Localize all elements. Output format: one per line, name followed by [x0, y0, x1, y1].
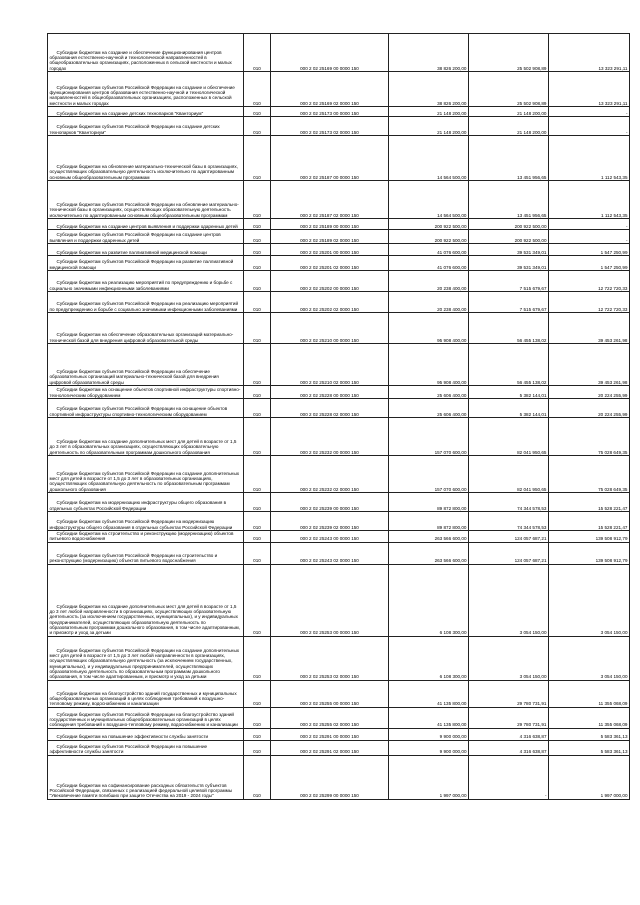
row-name: Субсидии бюджетам на создание дополнительных мест для детей в возрасте от 1,5 до 3 лет любой направленности в организациях, осуществляющих образовательную деятельность (за исключением государственных, муниципальных), и у индивидуальных предпринимателей, осуществляющих образовательную деятельность по образовательным программам дошкольного образования, в том числе адаптированным, и присмотр и уход за детьми — [48, 564, 244, 636]
row-name: Субсидии бюджетам на обеспечение образовательных организаций материально-технической базой для внедрения цифровой образовательной среды — [48, 313, 244, 344]
table-row — [48, 564, 630, 636]
table-row — [48, 230, 630, 244]
row-unexecuted-amount: 39 453 261,98 — [549, 344, 630, 386]
row-executed-amount: 74 344 578,53 — [469, 512, 549, 531]
row-name: Субсидии бюджетам субъектов Российской Федерации на создание дополнительных мест для детей в возрасте от 1,5 до 3 лет любой направленности в организациях, осуществляющих образовательную деятельность (за исключением государственных, муниципальных), и у индивидуальных предпринимателей, осуществляющих образовательную деятельность по образовательным программам дошкольного образования, в том числе адаптированным, и присмотр и уход за детьми — [48, 636, 244, 680]
row-approved-amount: 89 872 800,00 — [389, 493, 469, 512]
row-unexecuted-amount: 1 112 543,35 — [549, 181, 630, 219]
row-unexecuted-amount: 13 323 291,11 — [549, 34, 630, 72]
row-name: Субсидии бюджетам на создание центров выявления и поддержки одаренных детей — [48, 219, 244, 230]
row-name: Субсидии бюджетам на модернизацию инфраструктуры общего образования в отдельных субъектах Российской Федерации — [48, 493, 244, 512]
row-approved-amount: 21 148 200,00 — [389, 117, 469, 136]
row-name: Субсидии бюджетам на софинансирование расходных обязательств субъектов Российской Федерации, связанных с реализацией федеральной целевой программы "Увековечение памяти погибших при защите Отечества на 2019 - 2024 годы" — [48, 755, 244, 799]
row-budget-code: 000 2 02 25243 00 0000 150 — [271, 531, 389, 543]
row-approved-amount: 9 900 000,00 — [389, 740, 469, 755]
row-executed-amount: 4 316 638,87 — [469, 728, 549, 740]
table-row — [48, 219, 630, 230]
row-admin-code: 010 — [244, 219, 271, 230]
row-name: Субсидии бюджетам на создание и обеспечение функционирования центров образования естественно-научной и технологической направленностей в общеобразовательных организациях, расположенных в сельской местности и малых городах — [48, 34, 244, 72]
row-budget-code: 000 2 02 25243 02 0000 150 — [271, 542, 389, 564]
row-admin-code: 010 — [244, 542, 271, 564]
row-unexecuted-amount: 20 224 255,99 — [549, 399, 630, 418]
row-approved-amount: 20 238 400,00 — [389, 271, 469, 292]
table-row — [48, 740, 630, 755]
table-row — [48, 72, 630, 107]
row-budget-code: 000 2 02 25202 02 0000 150 — [271, 292, 389, 313]
row-budget-code: 000 2 02 25201 00 0000 150 — [271, 244, 389, 256]
row-unexecuted-amount: 139 508 912,79 — [549, 542, 630, 564]
table-row — [48, 728, 630, 740]
row-admin-code: 010 — [244, 564, 271, 636]
row-admin-code: 010 — [244, 72, 271, 107]
row-executed-amount: 56 455 138,02 — [469, 344, 549, 386]
row-budget-code: 000 2 02 25173 02 0000 150 — [271, 117, 389, 136]
row-budget-code: 000 2 02 25253 00 0000 150 — [271, 564, 389, 636]
budget-income-table — [47, 33, 630, 800]
row-approved-amount: 157 070 600,00 — [389, 418, 469, 456]
table-row — [48, 493, 630, 512]
row-admin-code: 010 — [244, 136, 271, 181]
table-row — [48, 256, 630, 271]
row-admin-code: 010 — [244, 181, 271, 219]
row-admin-code: 010 — [244, 512, 271, 531]
row-unexecuted-amount: 11 355 068,09 — [549, 680, 630, 707]
row-executed-amount: 39 531 349,01 — [469, 256, 549, 271]
row-budget-code: 000 2 02 25239 02 0000 150 — [271, 512, 389, 531]
row-admin-code: 010 — [244, 292, 271, 313]
row-name: Субсидии бюджетам субъектов Российской Федерации на развитие паллиативной медицинской помощи — [48, 256, 244, 271]
row-executed-amount: 13 451 956,65 — [469, 136, 549, 181]
row-admin-code: 010 — [244, 256, 271, 271]
row-admin-code: 010 — [244, 740, 271, 755]
table-row — [48, 244, 630, 256]
row-budget-code: 000 2 02 25291 02 0000 150 — [271, 740, 389, 755]
row-executed-amount: 29 780 731,91 — [469, 680, 549, 707]
row-approved-amount: 1 997 000,00 — [389, 755, 469, 799]
row-unexecuted-amount: 39 453 261,98 — [549, 313, 630, 344]
row-approved-amount: 6 108 300,00 — [389, 636, 469, 680]
row-approved-amount: 25 606 400,00 — [389, 399, 469, 418]
row-budget-code: 000 2 02 25201 02 0000 150 — [271, 256, 389, 271]
row-executed-amount: 82 041 950,65 — [469, 418, 549, 456]
row-budget-code: 000 2 02 25187 00 0000 150 — [271, 136, 389, 181]
row-approved-amount: 89 872 800,00 — [389, 512, 469, 531]
row-approved-amount: 200 922 500,00 — [389, 219, 469, 230]
row-budget-code: 000 2 02 25255 02 0000 150 — [271, 707, 389, 728]
row-name: Субсидии бюджетам субъектов Российской Федерации на повышение эффективности службы занятости — [48, 740, 244, 755]
row-approved-amount: 38 826 200,00 — [389, 72, 469, 107]
row-unexecuted-amount: 5 583 361,13 — [549, 728, 630, 740]
row-unexecuted-amount: - — [549, 230, 630, 244]
table-row — [48, 344, 630, 386]
table-row — [48, 292, 630, 313]
table-row — [48, 271, 630, 292]
row-budget-code: 000 2 02 25173 00 0000 150 — [271, 107, 389, 117]
row-budget-code: 000 2 02 25169 02 0000 150 — [271, 72, 389, 107]
row-executed-amount: 82 041 950,65 — [469, 456, 549, 493]
table-row — [48, 456, 630, 493]
row-budget-code: 000 2 02 25255 00 0000 150 — [271, 680, 389, 707]
row-unexecuted-amount: 3 054 150,00 — [549, 564, 630, 636]
row-admin-code: 010 — [244, 230, 271, 244]
row-name: Субсидии бюджетам на создание детских технопарков "Кванториум" — [48, 107, 244, 117]
row-unexecuted-amount: 12 722 720,33 — [549, 271, 630, 292]
row-admin-code: 010 — [244, 636, 271, 680]
row-admin-code: 010 — [244, 244, 271, 256]
row-name: Субсидии бюджетам на реализацию мероприятий по предупреждению и борьбе с социально значимыми инфекционными заболеваниями — [48, 271, 244, 292]
row-admin-code: 010 — [244, 399, 271, 418]
row-unexecuted-amount: 20 224 255,99 — [549, 386, 630, 399]
row-admin-code: 010 — [244, 271, 271, 292]
row-name: Субсидии бюджетам субъектов Российской Федерации на модернизацию инфраструктуры общего образования в отдельных субъектах Российской Федерации — [48, 512, 244, 531]
row-budget-code: 000 2 02 25253 02 0000 150 — [271, 636, 389, 680]
row-admin-code: 010 — [244, 680, 271, 707]
row-name: Субсидии бюджетам на повышение эффективности службы занятости — [48, 728, 244, 740]
row-budget-code: 000 2 02 25187 02 0000 150 — [271, 181, 389, 219]
row-executed-amount: 5 382 144,01 — [469, 399, 549, 418]
row-approved-amount: 25 606 400,00 — [389, 386, 469, 399]
table-row — [48, 386, 630, 399]
row-approved-amount: 21 148 200,00 — [389, 107, 469, 117]
row-unexecuted-amount: - — [549, 107, 630, 117]
row-executed-amount: 39 531 349,01 — [469, 244, 549, 256]
row-budget-code: 000 2 02 25202 00 0000 150 — [271, 271, 389, 292]
table-row — [48, 512, 630, 531]
table-row — [48, 707, 630, 728]
table-row — [48, 636, 630, 680]
row-approved-amount: 20 238 400,00 — [389, 292, 469, 313]
row-name: Субсидии бюджетам субъектов Российской Федерации на реализацию мероприятий по предупреждению и борьбе с социально значимыми инфекционными заболеваниями — [48, 292, 244, 313]
row-admin-code: 010 — [244, 418, 271, 456]
table-row — [48, 542, 630, 564]
row-name: Субсидии бюджетам на строительство и реконструкцию (модернизацию) объектов питьевого водоснабжения — [48, 531, 244, 543]
table-row — [48, 117, 630, 136]
row-unexecuted-amount: 1 112 543,35 — [549, 136, 630, 181]
row-name: Субсидии бюджетам субъектов Российской Федерации на оснащение объектов спортивной инфраструктуры спортивно-технологическим оборудованием — [48, 399, 244, 418]
row-budget-code: 000 2 02 25228 02 0000 150 — [271, 399, 389, 418]
row-executed-amount: - — [469, 755, 549, 799]
row-admin-code: 010 — [244, 386, 271, 399]
row-budget-code: 000 2 02 25232 00 0000 150 — [271, 418, 389, 456]
table-row — [48, 531, 630, 543]
row-budget-code: 000 2 02 25210 00 0000 150 — [271, 313, 389, 344]
row-unexecuted-amount: 139 508 912,79 — [549, 531, 630, 543]
row-budget-code: 000 2 02 25189 02 0000 150 — [271, 230, 389, 244]
row-budget-code: 000 2 02 25169 00 0000 150 — [271, 34, 389, 72]
row-unexecuted-amount: 15 528 221,47 — [549, 493, 630, 512]
row-admin-code: 010 — [244, 456, 271, 493]
row-unexecuted-amount: 1 997 000,00 — [549, 755, 630, 799]
row-executed-amount: 21 148 200,00 — [469, 107, 549, 117]
row-admin-code: 010 — [244, 755, 271, 799]
row-admin-code: 010 — [244, 34, 271, 72]
row-budget-code: 000 2 02 25228 00 0000 150 — [271, 386, 389, 399]
table-row — [48, 418, 630, 456]
row-executed-amount: 56 455 138,02 — [469, 313, 549, 344]
row-approved-amount: 157 070 600,00 — [389, 456, 469, 493]
row-name: Субсидии бюджетам субъектов Российской Федерации на создание детских технопарков "Кванториум" — [48, 117, 244, 136]
row-approved-amount: 41 135 800,00 — [389, 680, 469, 707]
table-row — [48, 399, 630, 418]
row-unexecuted-amount: 12 722 720,33 — [549, 292, 630, 313]
row-approved-amount: 41 076 600,00 — [389, 256, 469, 271]
row-executed-amount: 7 515 679,67 — [469, 271, 549, 292]
row-unexecuted-amount: 15 528 221,47 — [549, 512, 630, 531]
row-approved-amount: 14 564 500,00 — [389, 181, 469, 219]
row-unexecuted-amount: 1 547 250,99 — [549, 244, 630, 256]
row-executed-amount: 25 502 908,89 — [469, 72, 549, 107]
row-approved-amount: 200 922 500,00 — [389, 230, 469, 244]
row-name: Субсидии бюджетам на развитие паллиативной медицинской помощи — [48, 244, 244, 256]
row-name: Субсидии бюджетам субъектов Российской Федерации на создание и обеспечение функционирования центров образования естественно-научной и технологической направленностей в общеобразовательных организациях, расположенных в сельской местности и малых городах — [48, 72, 244, 107]
table-row — [48, 313, 630, 344]
row-name: Субсидии бюджетам субъектов Российской Федерации на создание дополнительных мест для детей в возрасте от 1,5 до 3 лет в образовательных организациях, осуществляющих образовательную деятельность по образовательным программам дошкольного образования — [48, 456, 244, 493]
row-name: Субсидии бюджетам на оснащение объектов спортивной инфраструктуры спортивно-технологическим оборудованием — [48, 386, 244, 399]
table-row — [48, 34, 630, 72]
row-executed-amount: 13 451 956,65 — [469, 181, 549, 219]
row-name: Субсидии бюджетам субъектов Российской Федерации на строительство и реконструкцию (модернизацию) объектов питьевого водоснабжения — [48, 542, 244, 564]
row-approved-amount: 95 908 400,00 — [389, 313, 469, 344]
row-executed-amount: 29 780 731,91 — [469, 707, 549, 728]
row-admin-code: 010 — [244, 531, 271, 543]
row-admin-code: 010 — [244, 117, 271, 136]
row-executed-amount: 21 148 200,00 — [469, 117, 549, 136]
row-executed-amount: 5 382 144,01 — [469, 386, 549, 399]
row-admin-code: 010 — [244, 107, 271, 117]
row-unexecuted-amount: 13 323 291,11 — [549, 72, 630, 107]
row-executed-amount: 200 922 500,00 — [469, 219, 549, 230]
row-name: Субсидии бюджетам субъектов Российской Федерации на создание центров выявления и поддержки одаренных детей — [48, 230, 244, 244]
table-row — [48, 136, 630, 181]
row-budget-code: 000 2 02 25239 00 0000 150 — [271, 493, 389, 512]
row-admin-code: 010 — [244, 707, 271, 728]
table-row — [48, 181, 630, 219]
row-executed-amount: 25 502 908,89 — [469, 34, 549, 72]
row-budget-code: 000 2 02 25189 00 0000 150 — [271, 219, 389, 230]
row-approved-amount: 95 908 400,00 — [389, 344, 469, 386]
row-approved-amount: 263 566 600,00 — [389, 531, 469, 543]
row-admin-code: 010 — [244, 344, 271, 386]
row-approved-amount: 6 108 300,00 — [389, 564, 469, 636]
row-approved-amount: 38 826 200,00 — [389, 34, 469, 72]
row-budget-code: 000 2 02 25232 02 0000 150 — [271, 456, 389, 493]
row-approved-amount: 14 564 500,00 — [389, 136, 469, 181]
row-name: Субсидии бюджетам субъектов Российской Федерации на обеспечение образовательных организаций материально-технической базой для внедрения цифровой образовательной среды — [48, 344, 244, 386]
row-executed-amount: 124 057 687,21 — [469, 531, 549, 543]
row-admin-code: 010 — [244, 493, 271, 512]
row-budget-code: 000 2 02 25299 00 0000 150 — [271, 755, 389, 799]
row-name: Субсидии бюджетам на обновление материально-технической базы в организациях, осуществляющих образовательную деятельность исключительно по адаптированным основным общеобразовательным программам — [48, 136, 244, 181]
row-admin-code: 010 — [244, 728, 271, 740]
row-admin-code: 010 — [244, 313, 271, 344]
row-name: Субсидии бюджетам субъектов Российской Федерации на благоустройство зданий государственных и муниципальных общеобразовательных организаций в целях соблюдения требований к воздушно-тепловому режиму, водоснабжению и канализации — [48, 707, 244, 728]
row-unexecuted-amount: - — [549, 117, 630, 136]
row-executed-amount: 3 054 150,00 — [469, 636, 549, 680]
row-executed-amount: 74 344 578,53 — [469, 493, 549, 512]
row-name: Субсидии бюджетам субъектов Российской Федерации на обновление материально-технической базы в организациях, осуществляющих образовательную деятельность исключительно по адаптированным основным общеобразовательным программам — [48, 181, 244, 219]
row-executed-amount: 4 316 638,87 — [469, 740, 549, 755]
row-executed-amount: 3 054 150,00 — [469, 564, 549, 636]
row-unexecuted-amount: 11 355 068,09 — [549, 707, 630, 728]
row-unexecuted-amount: 5 583 361,13 — [549, 740, 630, 755]
row-budget-code: 000 2 02 25291 00 0000 150 — [271, 728, 389, 740]
table-row — [48, 680, 630, 707]
row-approved-amount: 41 135 800,00 — [389, 707, 469, 728]
row-approved-amount: 41 076 600,00 — [389, 244, 469, 256]
row-unexecuted-amount: - — [549, 219, 630, 230]
row-unexecuted-amount: 3 054 150,00 — [549, 636, 630, 680]
row-unexecuted-amount: 75 028 649,35 — [549, 418, 630, 456]
row-executed-amount: 7 515 679,67 — [469, 292, 549, 313]
table-row — [48, 107, 630, 117]
row-executed-amount: 200 922 500,00 — [469, 230, 549, 244]
row-approved-amount: 263 566 600,00 — [389, 542, 469, 564]
row-name: Субсидии бюджетам на создание дополнительных мест для детей в возрасте от 1,5 до 3 лет в образовательных организациях, осуществляющих образовательную деятельность по образовательным программам дошкольного образования — [48, 418, 244, 456]
row-unexecuted-amount: 75 028 649,35 — [549, 456, 630, 493]
row-name: Субсидии бюджетам на благоустройство зданий государственных и муниципальных общеобразовательных организаций в целях соблюдения требований к воздушно-тепловому режиму, водоснабжению и канализации — [48, 680, 244, 707]
row-approved-amount: 9 900 000,00 — [389, 728, 469, 740]
row-unexecuted-amount: 1 547 250,99 — [549, 256, 630, 271]
row-executed-amount: 124 057 687,21 — [469, 542, 549, 564]
row-budget-code: 000 2 02 25210 02 0000 150 — [271, 344, 389, 386]
table-row — [48, 755, 630, 799]
